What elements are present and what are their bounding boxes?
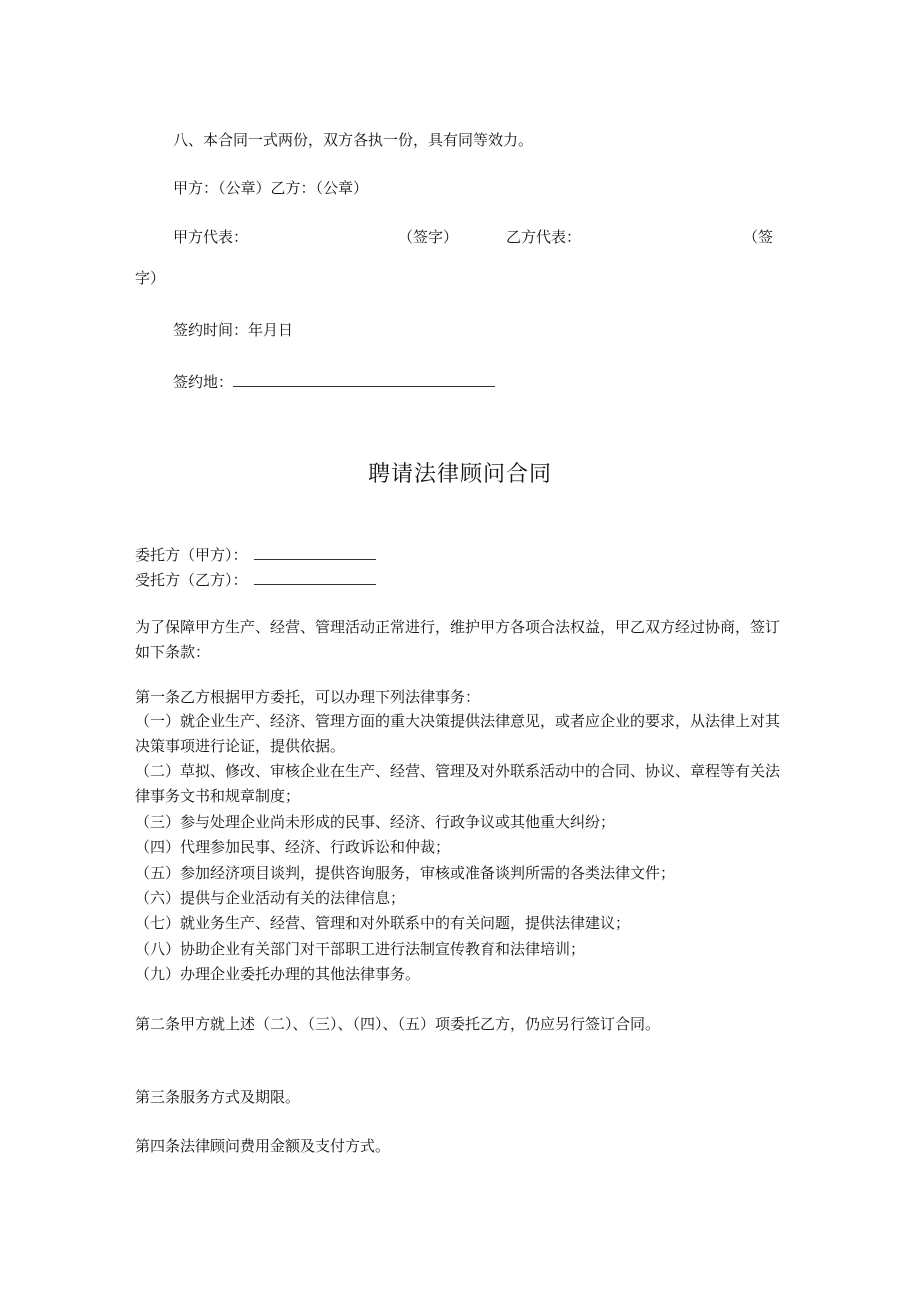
client-line xyxy=(135,545,376,565)
article-one: 第一条乙方根据甲方委托，可以办理下列法律事务： xyxy=(135,688,481,706)
client-label: 委托方（甲方）： xyxy=(135,546,248,564)
article-three: 第三条服务方式及期限。 xyxy=(135,1088,301,1106)
sign-place-label: 签约地： xyxy=(173,373,234,391)
contract-title: 聘请法律顾问合同 xyxy=(367,462,552,487)
article-item-3: （三）参与处理企业尚未形成的民事、经济、行政争议或其他重大纠纷； xyxy=(135,813,616,831)
seal-line: 甲方：（公章）乙方：（公章） xyxy=(173,179,369,197)
article-item-7: （七）就业务生产、经营、管理和对外联系中的有关问题，提供法律建议； xyxy=(135,914,631,932)
sign-place xyxy=(173,372,495,392)
sign-date: 签约时间：年月日 xyxy=(173,321,294,339)
party-a-rep-label: 甲方代表： xyxy=(173,228,249,246)
article-two: 第二条甲方就上述（二）、（三）、（四）、（五）项委托乙方，仍应另行签订合同。 xyxy=(135,1015,661,1033)
agent-line xyxy=(135,570,376,590)
article-item-5: （五）参加经济项目谈判，提供咨询服务，审核或准备谈判所需的各类法律文件； xyxy=(135,864,676,882)
sign-b-open: （签 xyxy=(743,228,774,246)
sign-b-close: 字） xyxy=(135,269,166,287)
article-four: 第四条法律顾问费用金额及支付方式。 xyxy=(135,1137,391,1155)
article-item-2: （二）草拟、修改、审核企业在生产、经营、管理及对外联系活动中的合同、协议、章程等有关法律事务文书和规章制度； xyxy=(135,762,781,805)
agent-blank xyxy=(254,570,376,585)
article-item-8: （八）协助企业有关部门对干部职工进行法制宣传教育和法律培训； xyxy=(135,940,586,958)
article-item-4: （四）代理参加民事、经济、行政诉讼和仲裁； xyxy=(135,838,451,856)
article-item-6: （六）提供与企业活动有关的法律信息； xyxy=(135,889,406,907)
sign-a: （签字） xyxy=(398,228,459,246)
sign-place-blank xyxy=(233,372,495,387)
article-item-9: （九）办理企业委托办理的其他法律事务。 xyxy=(135,965,421,983)
client-blank xyxy=(254,545,376,560)
agent-label: 受托方（乙方）： xyxy=(135,571,248,589)
article-item-1: （一）就企业生产、经济、管理方面的重大决策提供法律意见，或者应企业的要求，从法律上对其决策事项进行论证，提供依据。 xyxy=(135,712,781,755)
intro-paragraph: 为了保障甲方生产、经营、管理活动正常进行，维护甲方各项合法权益，甲乙双方经过协商，签订如下条款： xyxy=(135,618,781,661)
party-b-rep-label: 乙方代表： xyxy=(506,228,582,246)
clause-eight: 八、本合同一式两份，双方各执一份，具有同等效力。 xyxy=(173,131,534,149)
